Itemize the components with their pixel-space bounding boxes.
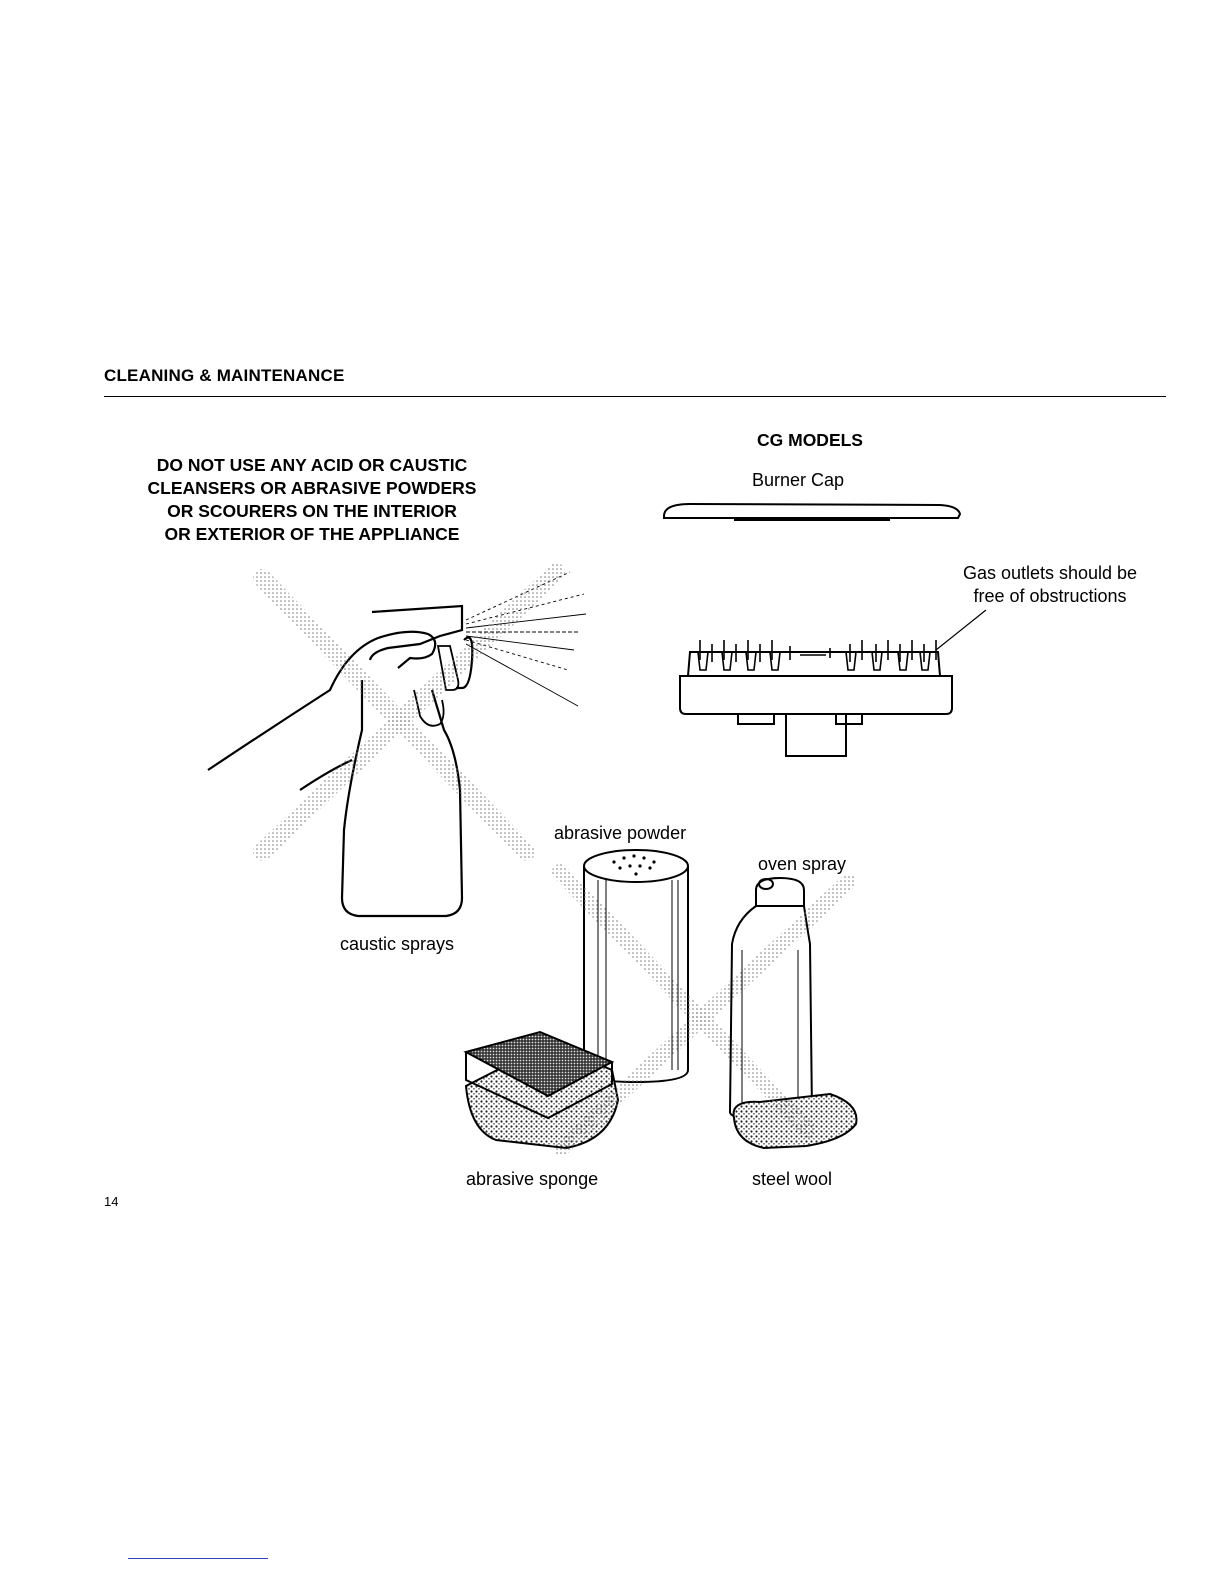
caustic-sprays-label: caustic sprays bbox=[340, 934, 455, 954]
gas-note-line: Gas outlets should be bbox=[962, 563, 1138, 583]
warning-line: CLEANSERS OR ABRASIVE POWDERS bbox=[147, 478, 477, 498]
abrasive-powder-label: abrasive powder bbox=[554, 823, 687, 843]
warning-line: DO NOT USE ANY ACID OR CAUSTIC bbox=[156, 455, 468, 475]
gas-note-line: free of obstructions bbox=[973, 586, 1127, 606]
page-number: 14 bbox=[104, 1194, 119, 1209]
warning-line: OR SCOURERS ON THE INTERIOR bbox=[167, 501, 457, 521]
burner-cap-illustration bbox=[664, 504, 960, 520]
spray-bottle-illustration bbox=[208, 572, 586, 916]
prohibition-cross bbox=[262, 572, 556, 852]
sponge-illustration bbox=[466, 1032, 618, 1148]
models-heading: CG MODELS bbox=[757, 430, 863, 450]
steel-wool-label: steel wool bbox=[752, 1169, 833, 1189]
section-title: CLEANING & MAINTENANCE bbox=[104, 366, 345, 385]
burner-head-illustration bbox=[680, 610, 986, 756]
burner-cap-label: Burner Cap bbox=[752, 470, 845, 490]
footer-rule bbox=[128, 1558, 268, 1559]
warning-line: OR EXTERIOR OF THE APPLIANCE bbox=[164, 524, 460, 544]
oven-spray-label: oven spray bbox=[758, 854, 847, 874]
abrasive-sponge-label: abrasive sponge bbox=[466, 1169, 599, 1189]
